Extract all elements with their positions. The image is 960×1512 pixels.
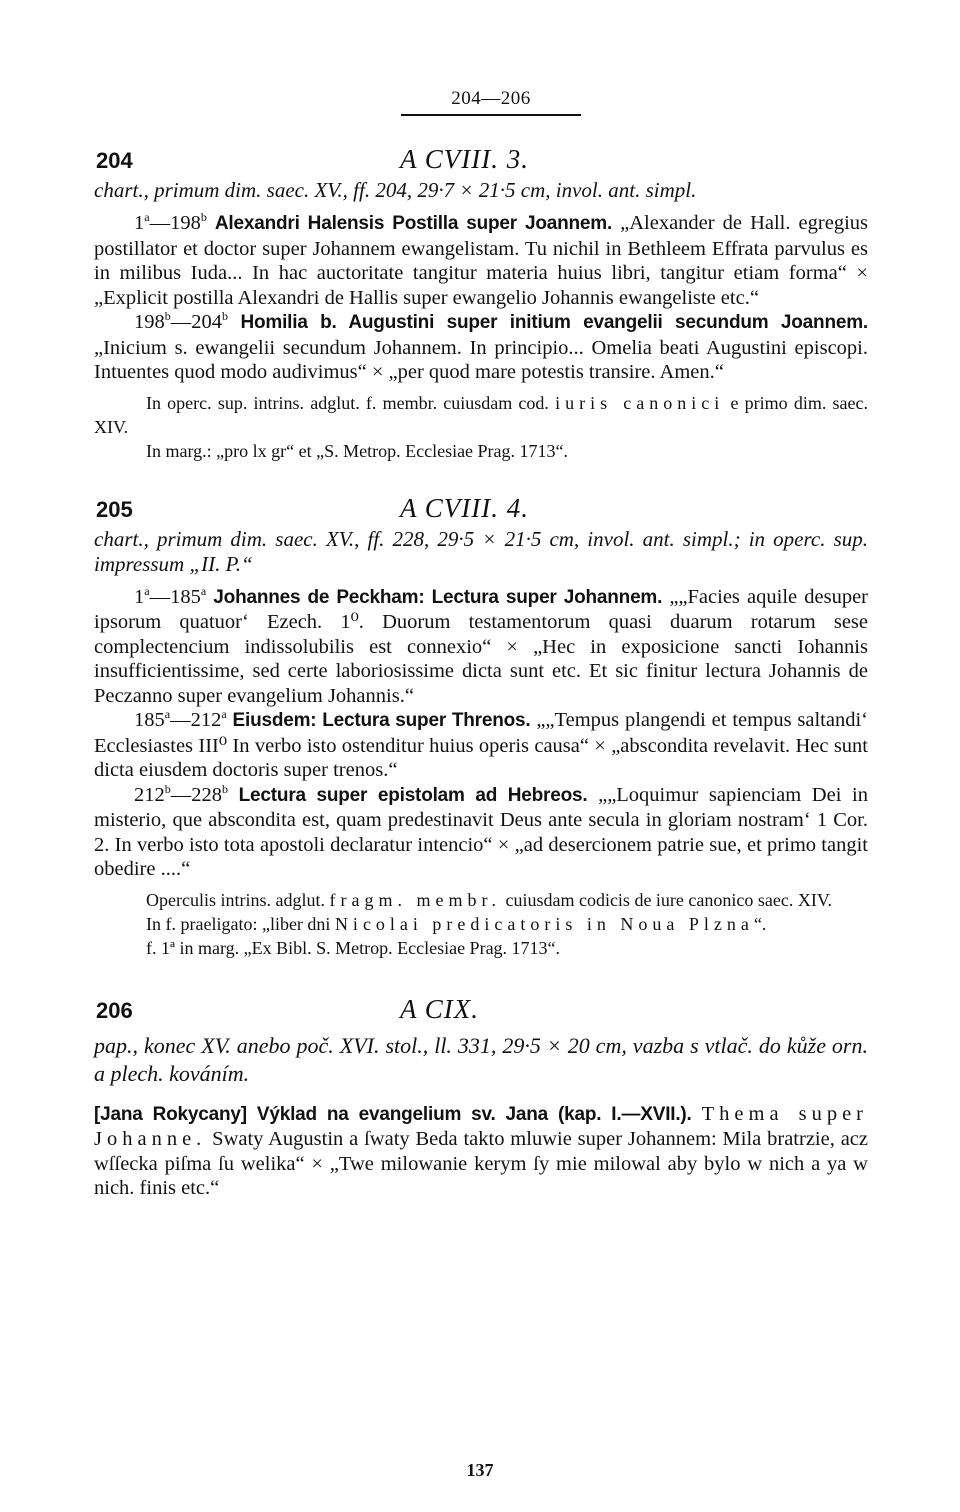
note: f. 1ª in marg. „Ex Bibl. S. Metrop. Ecclesiae Prag. 1713“. (146, 937, 561, 958)
shelfmark: A CVIII. 4. (400, 492, 529, 523)
entry-heading (94, 144, 868, 176)
entry-206 (94, 994, 868, 1201)
content-item (94, 1102, 868, 1201)
content-item (94, 708, 868, 783)
page-number: 137 (466, 1460, 494, 1480)
content-item (94, 585, 868, 709)
physical-description: chart., primum dim. saec. XV., ff. 228, 29·5 × 21·5 cm, invol. ant. simpl.; in operc. sup. impressum „II. P.“ (94, 526, 868, 576)
incipit-explicit: „„Loquimur sapienciam Dei in misterio, que abscondita est, quam predestinavit Deus ante secula in gloriam nostram‘ 1 Cor. 2. In verbo isto tota apostoli declaratur intencio“ × „ad desercionem patrie sue, et primo tangit obedire ....“ (94, 783, 868, 880)
physical-description: chart., primum dim. saec. XV., ff. 204, 29·7 × 21·5 cm, invol. ant. simpl. (94, 178, 697, 202)
folio-range: 212$^b$—228$^b$ (134, 781, 228, 806)
folio-range: 198$^b$—204$^b$ (134, 309, 228, 333)
spaced-incipit: Thema super Johanne. (94, 1102, 868, 1150)
work-title: Alexandri Halensis Postilla super Joannem. (214, 213, 613, 234)
entry-heading (94, 994, 868, 1026)
shelfmark: A CVIII. 3. (400, 144, 529, 174)
folio-range: 1$^a$—185$^a$ (134, 583, 207, 608)
incipit-explicit: „Inicium s. ewangelii secundum Johannem. In principio... Omelia beati Augustini episcopi. Intuentes quod modo audivimus“ × „per quod mare potestis transire. Amen.“ (94, 336, 868, 383)
entry-204 (94, 144, 868, 463)
note: In f. praeligato: „liber dni Nicolai predicatoris in Noua Plzna“. (146, 913, 767, 934)
entry-number: 205 (96, 496, 133, 522)
note: Operculis intrins. adglut. fragm. membr. cuiusdam codicis de iure canonico saec. XIV. (146, 889, 833, 910)
shelfmark: A CIX. (400, 993, 479, 1024)
content-item (94, 211, 868, 310)
incipit-explicit: „„Tempus plangendi et tempus saltandi‘ Ecclesiastes III⁰ In verbo isto ostenditur huius operis causa“ × „abscondita revelavit. Hec sunt dicta eiusdem doctoris super trenos.“ (94, 709, 868, 781)
page (94, 88, 868, 1201)
content-item (94, 783, 868, 882)
entry-number: 204 (96, 148, 133, 173)
physical-description: pap., konec XV. anebo poč. XVI. stol., ll. 331, 29·5 × 20 cm, vazba s vtlač. do kůže orn. a plech. kováním. (94, 1032, 868, 1086)
work-title: [Jana Rokycany] Výklad na evangelium sv. Jana (kap. I.—XVII.). (94, 1103, 692, 1125)
incipit-explicit: „Alexander de Hall. egregius postillator et doctor super Johannem ewangelistam. Tu nichil in Bethleem Effrata parvulus es in milibus Iuda... In hac auctoritate tangitur materia huius libri, tangitur etiam forma“ × „Explicit postilla Alexandri de Hallis super ewangelio Johannis ewangeliste etc.“ (94, 212, 868, 309)
folio-range: 1$^a$—198$^b$ (134, 210, 207, 234)
note: In operc. sup. intrins. adglut. f. membr. cuiusdam cod. iuris canonici e primo dim. saec. XIV. (94, 392, 868, 437)
work-title: Eiusdem: Lectura super Threnos. (232, 710, 531, 731)
running-head: 204—206 (401, 88, 581, 116)
note: In marg.: „pro lx gr“ et „S. Metrop. Ecclesiae Prag. 1713“. (146, 440, 569, 461)
folio-range: 185$^a$—212$^a$ (134, 707, 227, 731)
content-item (94, 310, 868, 385)
entry-number: 206 (96, 997, 133, 1023)
work-title: Lectura super epistolam ad Hebreos. (238, 784, 588, 806)
entry-heading (94, 493, 868, 525)
incipit-explicit: Swaty Augustin a ſwaty Beda takto mluwie super Johannem: Mila bratrzie, acz wſſecka piſma ſu welika“ × „Twe milowanie kerym ſy mie milowal aby bylo w nich a ya w nich. finis etc.“ (94, 1128, 868, 1199)
work-title: Johannes de Peckham: Lectura super Johannem. (213, 586, 663, 608)
entry-205 (94, 493, 868, 960)
incipit-explicit: „„Facies aquile desuper ipsorum quatuor‘ Ezech. 1⁰. Duorum testamentorum quasi duarum rotarum sese complectencium indissolubilis est connexio“ × „Hec in exposicione sancti Iohannis insufficientissime, sed certe laboriosissime dicta sunt etc. Et sic finitur lectura Johannis de Peczanno super evangelium Johannis.“ (94, 585, 868, 707)
work-title: Homilia b. Augustini super initium evangelii secundum Joannem. (240, 312, 868, 333)
